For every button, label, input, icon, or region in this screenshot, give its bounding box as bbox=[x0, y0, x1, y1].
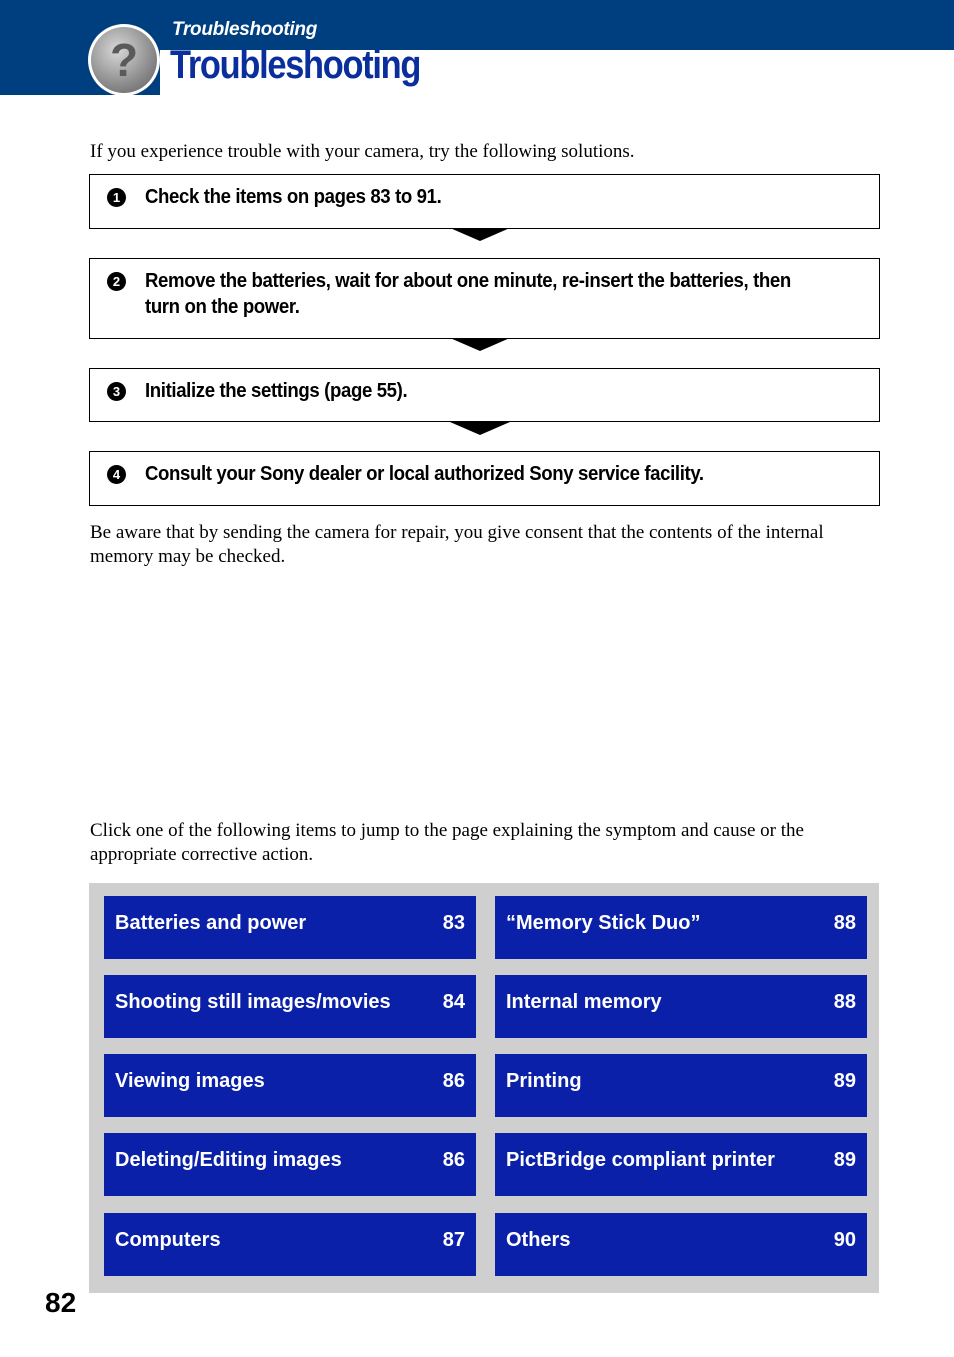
down-arrow-icon bbox=[450, 228, 510, 241]
topic-link-viewing[interactable] bbox=[104, 1054, 476, 1117]
down-arrow-icon bbox=[450, 338, 510, 351]
topic-label: Computers bbox=[115, 1229, 221, 1251]
topic-label: Printing bbox=[506, 1070, 582, 1092]
down-arrow-icon bbox=[450, 422, 510, 435]
topic-link-internal-memory[interactable] bbox=[495, 975, 867, 1038]
step-text: Consult your Sony dealer or local authorized Sony service facility. bbox=[145, 463, 704, 485]
topic-label: Others bbox=[506, 1229, 571, 1251]
topic-page: 90 bbox=[833, 1229, 856, 1251]
topic-page: 88 bbox=[833, 912, 856, 934]
topic-page: 86 bbox=[442, 1070, 465, 1092]
topic-label: Batteries and power bbox=[115, 912, 307, 934]
topic-panel bbox=[89, 883, 879, 1293]
topic-label: Shooting still images/movies bbox=[115, 991, 391, 1013]
step-3 bbox=[89, 368, 880, 422]
intro-text: If you experience trouble with your camera, try the following solutions. bbox=[90, 141, 635, 162]
topic-label: “Memory Stick Duo” bbox=[506, 912, 701, 934]
step-text: Initialize the settings (page 55). bbox=[145, 380, 408, 402]
step-2 bbox=[89, 258, 880, 339]
topic-link-shooting[interactable] bbox=[104, 975, 476, 1038]
topic-link-deleting[interactable] bbox=[104, 1133, 476, 1196]
topic-page: 89 bbox=[833, 1149, 856, 1171]
topic-label: Internal memory bbox=[506, 991, 662, 1013]
topic-page: 83 bbox=[442, 912, 465, 934]
question-mark-icon bbox=[86, 22, 162, 98]
header-section-label: Troubleshooting bbox=[172, 19, 318, 40]
step-number: 2 bbox=[107, 272, 126, 291]
step-number: 3 bbox=[107, 382, 126, 401]
topic-page: 84 bbox=[442, 991, 465, 1013]
topic-page: 88 bbox=[833, 991, 856, 1013]
topic-link-batteries[interactable] bbox=[104, 896, 476, 959]
repair-notice: Be aware that by sending the camera for repair, you give consent that the contents of the internal memory may be checked. bbox=[90, 522, 824, 567]
topic-page: 87 bbox=[442, 1229, 465, 1251]
topic-page: 86 bbox=[442, 1149, 465, 1171]
step-number: 1 bbox=[107, 188, 126, 207]
step-1 bbox=[89, 174, 880, 229]
topic-link-pictbridge[interactable] bbox=[495, 1133, 867, 1196]
topic-link-computers[interactable] bbox=[104, 1213, 476, 1276]
topic-page: 89 bbox=[833, 1070, 856, 1092]
step-number: 4 bbox=[107, 465, 126, 484]
topic-label: Deleting/Editing images bbox=[115, 1149, 342, 1171]
page-number: 82 bbox=[45, 1287, 77, 1318]
topic-link-memory-stick[interactable] bbox=[495, 896, 867, 959]
step-text: Remove the batteries, wait for about one minute, re-insert the batteries, then turn on the power. bbox=[145, 270, 791, 318]
topic-link-others[interactable] bbox=[495, 1213, 867, 1276]
step-text: Check the items on pages 83 to 91. bbox=[145, 186, 442, 208]
topic-label: PictBridge compliant printer bbox=[506, 1149, 775, 1171]
page-title: Troubleshooting bbox=[170, 43, 421, 87]
svg-text:?: ? bbox=[109, 34, 139, 86]
step-4 bbox=[89, 451, 880, 506]
topic-link-printing[interactable] bbox=[495, 1054, 867, 1117]
topic-label: Viewing images bbox=[115, 1070, 265, 1092]
jump-instruction: Click one of the following items to jump to the page explaining the symptom and cause or the appropriate corrective action. bbox=[90, 820, 804, 865]
